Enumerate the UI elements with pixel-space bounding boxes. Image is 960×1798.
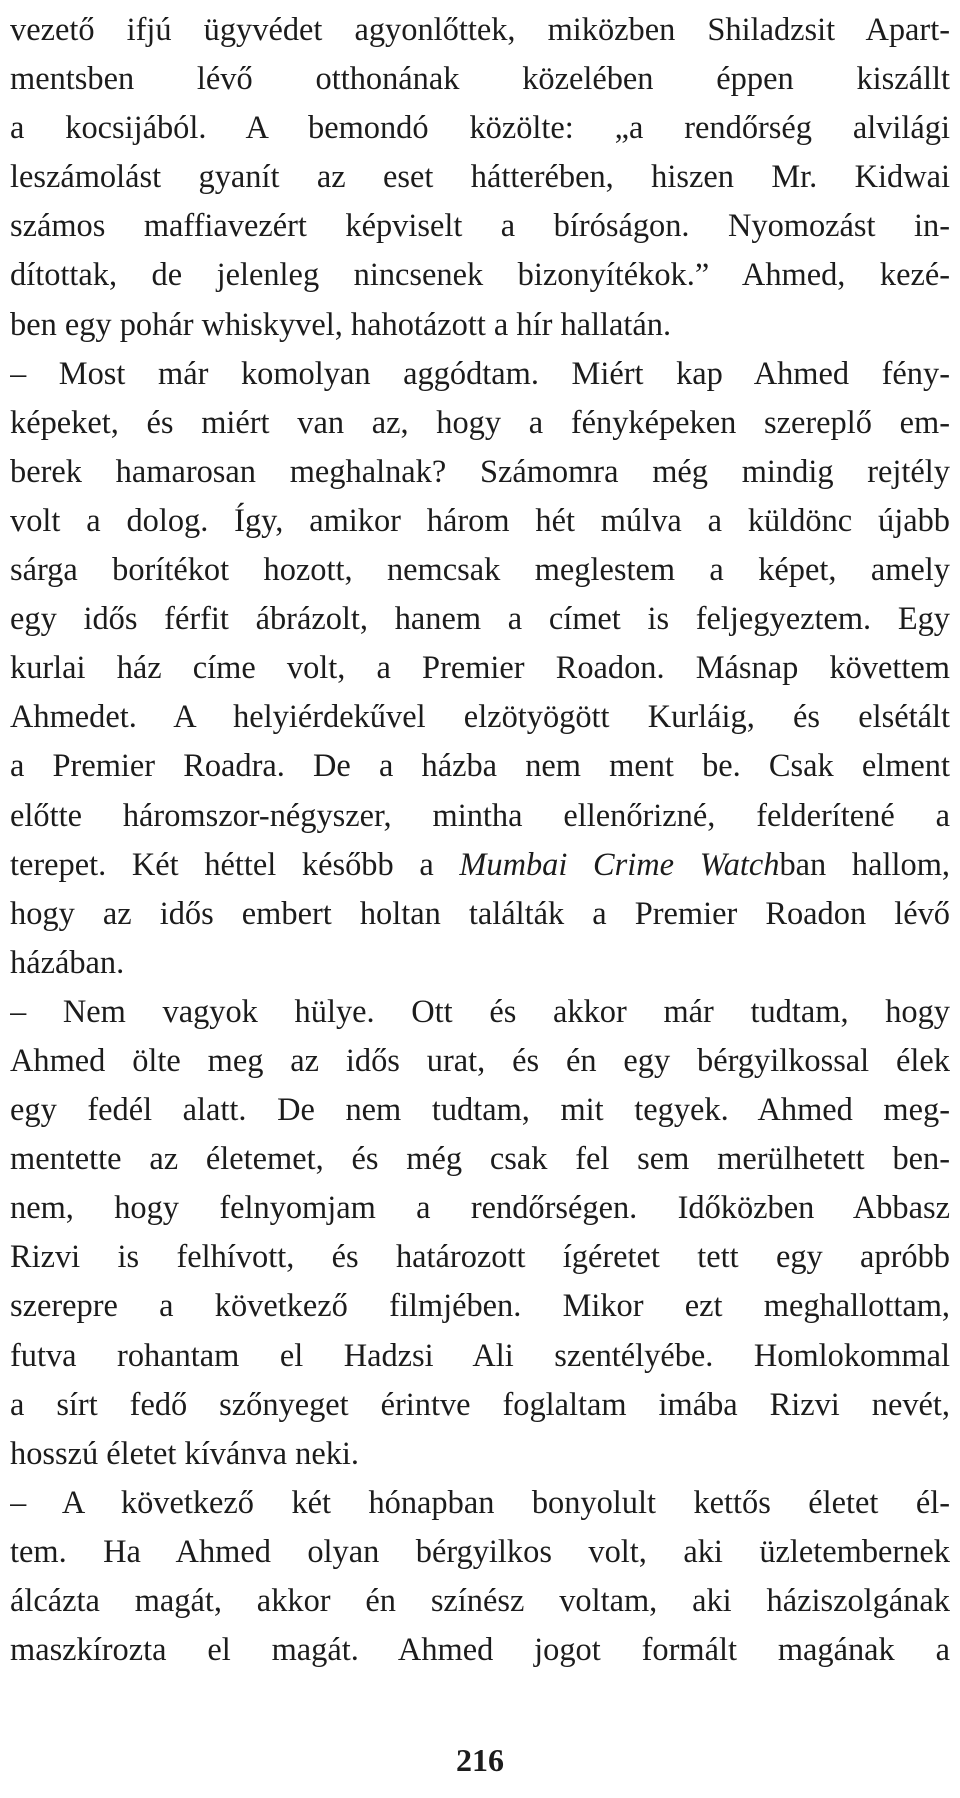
- text-line: házában.: [10, 944, 125, 981]
- text-line: Ahmedet. A helyiérdekűvel elzötyögött Kurláig, és elsétált: [10, 699, 950, 736]
- text-line: mentette az életemet, és még csak fel sem merülhetett ben-: [10, 1141, 950, 1178]
- text-line: képeket, és miért van az, hogy a fényképeken szereplő em-: [10, 404, 950, 441]
- text-line: a Premier Roadra. De a házba nem ment be. Csak elment: [10, 748, 950, 785]
- text-line: előtte háromszor-négyszer, mintha ellenőrizné, felderítené a: [10, 797, 950, 834]
- text-segment: ban hallom,: [779, 846, 950, 883]
- text-line: dítottak, de jelenleg nincsenek bizonyítékok.” Ahmed, kezé-: [10, 257, 950, 294]
- italic-title: Mumbai Crime Watch: [459, 846, 780, 883]
- text-line: mentsben lévő otthonának közelében éppen kiszállt: [10, 61, 950, 98]
- body-text: [10, 6, 950, 1675]
- text-line: egy fedél alatt. De nem tudtam, mit tegyek. Ahmed meg-: [10, 1092, 950, 1129]
- text-line: szerepre a következő filmjében. Mikor ezt meghallottam,: [10, 1288, 950, 1325]
- text-line: nem, hogy felnyomjam a rendőrségen. Időközben Abbasz: [10, 1190, 950, 1227]
- text-segment: terepet. Két héttel később a: [10, 846, 460, 883]
- text-line: kurlai ház címe volt, a Premier Roadon. Másnap követtem: [10, 650, 950, 687]
- text-line: hogy az idős embert holtan találták a Premier Roadon lévő: [10, 895, 950, 932]
- text-line: a kocsijából. A bemondó közölte: „a rendőrség alvilági: [10, 110, 950, 147]
- text-line: Rizvi is felhívott, és határozott ígéretet tett egy apróbb: [10, 1239, 950, 1276]
- text-line: tem. Ha Ahmed olyan bérgyilkos volt, aki üzletembernek: [10, 1533, 950, 1570]
- text-line: leszámolást gyanít az eset hátterében, hiszen Mr. Kidwai: [10, 159, 950, 196]
- text-line: berek hamarosan meghalnak? Számomra még mindig rejtély: [10, 453, 950, 490]
- text-line: – Most már komolyan aggódtam. Miért kap Ahmed fény-: [10, 355, 950, 392]
- text-line: – A következő két hónapban bonyolult kettős életet él-: [10, 1484, 950, 1521]
- text-line: hosszú életet kívánva neki.: [10, 1435, 359, 1472]
- text-line: álcázta magát, akkor én színész voltam, aki háziszolgának: [10, 1583, 950, 1619]
- text-line: – Nem vagyok hülye. Ott és akkor már tudtam, hogy: [10, 993, 950, 1030]
- text-line: egy idős férfit ábrázolt, hanem a címet is feljegyeztem. Egy: [10, 601, 950, 638]
- page-number: 216: [456, 1742, 504, 1778]
- text-line: vezető ifjú ügyvédet agyonlőttek, miközben Shiladzsit Apart-: [10, 12, 950, 48]
- text-line: Ahmed ölte meg az idős urat, és én egy bérgyilkossal élek: [10, 1042, 950, 1079]
- text-line: sárga borítékot hozott, nemcsak meglestem a képet, amely: [10, 552, 950, 589]
- text-line: volt a dolog. Így, amikor három hét múlva a küldönc újabb: [10, 502, 950, 539]
- text-line: [10, 841, 950, 890]
- text-line: a sírt fedő szőnyeget érintve foglaltam imába Rizvi nevét,: [10, 1386, 950, 1423]
- text-line: ben egy pohár whiskyvel, hahotázott a hír hallatán.: [10, 306, 672, 343]
- text-line: maszkírozta el magát. Ahmed jogot formált magának a: [10, 1632, 950, 1669]
- text-line: futva rohantam el Hadzsi Ali szentélyébe. Homlokommal: [10, 1337, 950, 1374]
- text-line: számos maffiavezért képviselt a bíróságon. Nyomozást in-: [10, 208, 950, 245]
